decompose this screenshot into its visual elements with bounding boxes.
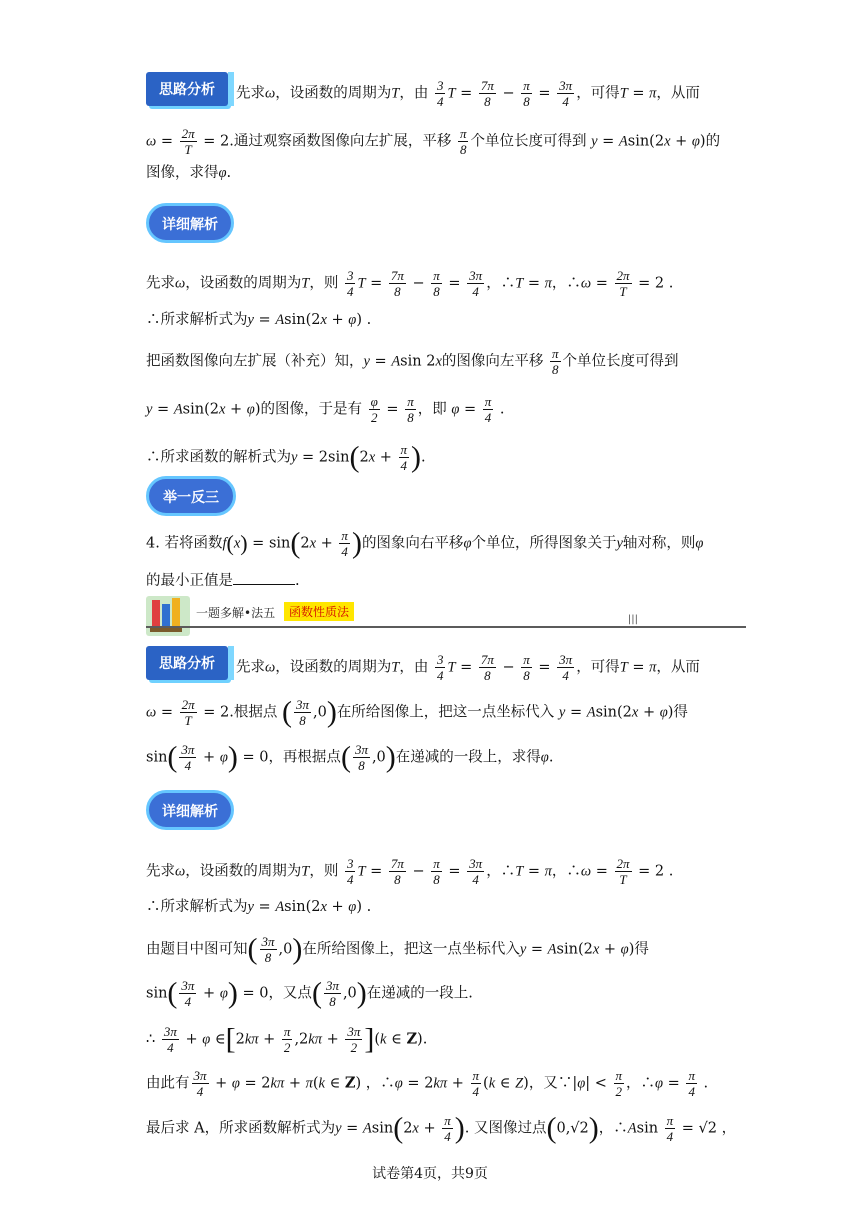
- detail-tag-2-label: 详细解析: [162, 804, 218, 820]
- practice-tag: [146, 476, 236, 516]
- detail2-line-7: 最后求 A，所求函数解析式为y = Asin(2x + $\frac{\pi}{4}$ ). 又图像过点(0,√2)，∴Asin $\frac{\pi}{4}$ = √2 ，: [146, 1111, 737, 1145]
- analysis2-line-1: 先求ω，设函数的周期为T，由 $\frac{3}{4}$ T = $\frac{7\pi}{8}$ − $\frac{\pi}{8}$ = $\frac{3\pi}{4}$ ，可得T = π，从而: [236, 652, 700, 683]
- question-line-1: 4. 若将函数f(x) = sin(2x + $\frac{\pi}{4}$ )的图象向右平移φ个单位，所得图象关于y轴对称，则φ: [146, 526, 704, 560]
- analysis-tag-2-label: 思路分析: [159, 656, 215, 672]
- detail2-line-5: ∴ $\frac{3\pi}{4}$ + φ ∈[2kπ + $\frac{\pi}{2}$ ,2kπ + $\frac{3\pi}{2}$ ](k ∈ Z).: [146, 1022, 428, 1056]
- analysis2-line-3: sin( $\frac{3\pi}{4}$ + φ) = 0，再根据点( $\frac{3\pi}{8}$ ,0)在递减的一段上，求得φ.: [146, 740, 554, 774]
- analysis-line-1: 先求ω，设函数的周期为T，由 $\frac{3}{4}$ T = $\frac{7\pi}{8}$ − $\frac{\pi}{8}$ = $\frac{3\pi}{4}$ ，可得T = π，从而: [236, 78, 700, 109]
- detail-line-5: ∴所求函数的解析式为y = 2sin(2x + $\frac{\pi}{4}$ ).: [146, 440, 426, 474]
- analysis-tag-2: [146, 646, 228, 680]
- banner-title: 一题多解•法五: [196, 606, 276, 620]
- detail-tag: [146, 203, 234, 243]
- detail2-line-3: 由题目中图可知( $\frac{3\pi}{8}$ ,0)在所给图像上，把这一点坐标代入y = Asin(2x + φ)得: [146, 932, 649, 966]
- banner-method: 函数性质法: [284, 602, 354, 621]
- banner-mark: |||: [627, 614, 638, 625]
- analysis-line-3: 图像，求得φ.: [146, 165, 232, 181]
- detail2-line-4: sin( $\frac{3\pi}{4}$ + φ) = 0，又点( $\frac{3\pi}{8}$ ,0)在递减的一段上.: [146, 976, 473, 1010]
- analysis2-line-2: ω = $\frac{2\pi}{T}$ = 2.根据点 ( $\frac{3\pi}{8}$ ,0)在所给图像上，把这一点坐标代入 y = Asin(2x + φ)得: [146, 695, 688, 729]
- detail2-line-2: ∴所求解析式为y = Asin(2x + φ) .: [146, 899, 372, 915]
- detail-line-2: ∴所求解析式为y = Asin(2x + φ) .: [146, 312, 372, 328]
- detail2-line-1: 先求ω，设函数的周期为T，则 $\frac{3}{4}$ T = $\frac{7\pi}{8}$ − $\frac{\pi}{8}$ = $\frac{3\pi}{4}$ ，∴T = π，∴ω = $\frac{2\pi}{T}$ = 2 .: [146, 856, 674, 887]
- detail-tag-label: 详细解析: [162, 217, 218, 233]
- stationery-icon: [146, 596, 190, 636]
- method-banner: [146, 596, 746, 636]
- detail2-line-6: 由此有 $\frac{3\pi}{4}$ + φ = 2kπ + π(k ∈ Z) ，∴φ = 2kπ + $\frac{\pi}{4}$ (k ∈ Z)，又∵|φ| < $\frac{\pi}{2}$ ，∴φ = $\frac{\pi}{4}$ .: [146, 1068, 709, 1099]
- detail-line-1: 先求ω，设函数的周期为T，则 $\frac{3}{4}$ T = $\frac{7\pi}{8}$ − $\frac{\pi}{8}$ = $\frac{3\pi}{4}$ ，∴T = π，∴ω = $\frac{2\pi}{T}$ = 2 .: [146, 268, 674, 299]
- analysis-tag-label: 思路分析: [159, 82, 215, 98]
- detail-line-4: y = Asin(2x + φ)的图像，于是有 $\frac{\varphi}{2}$ = $\frac{\pi}{8}$ ，即 φ = $\frac{\pi}{4}$ .: [146, 394, 505, 425]
- analysis-tag: [146, 72, 228, 106]
- analysis-line-2: ω = $\frac{2\pi}{T}$ = 2.通过观察函数图像向左扩展，平移 $\frac{\pi}{8}$ 个单位长度可得到 y = Asin(2x + φ)的: [146, 126, 721, 157]
- answer-blank[interactable]: [233, 570, 295, 585]
- question-line-2: 的最小正值是 .: [146, 570, 300, 591]
- practice-tag-label: 举一反三: [163, 490, 219, 506]
- detail-tag-2: [146, 790, 234, 830]
- page-footer: 试卷第4页，共9页: [372, 1166, 488, 1182]
- detail-line-3: 把函数图像向左扩展（补充）知，y = Asin 2x的图像向左平移 $\frac{\pi}{8}$ 个单位长度可得到: [146, 346, 679, 377]
